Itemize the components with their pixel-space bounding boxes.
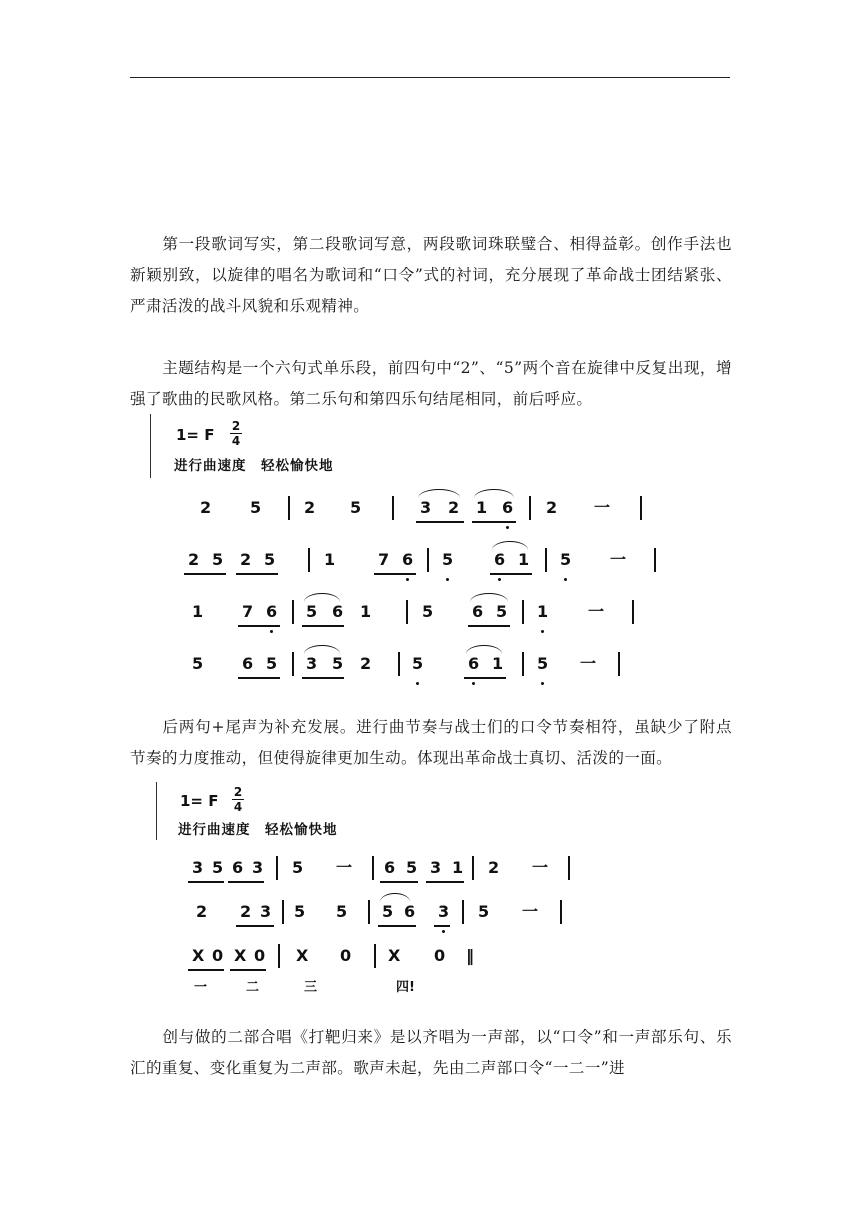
- note: 5: [292, 858, 304, 877]
- beam-underline: [374, 573, 416, 575]
- tempo-marking: 进行曲速度 轻松愉快地: [178, 822, 338, 838]
- bar-line: [472, 856, 474, 880]
- note: 5: [496, 602, 508, 621]
- note: 2: [360, 654, 372, 673]
- note: 6: [402, 550, 414, 569]
- music-score-1: [150, 414, 630, 698]
- octave-dot: [541, 630, 544, 633]
- octave-dot: [498, 578, 501, 581]
- octave-dot: [564, 578, 567, 581]
- note: 5: [294, 902, 306, 921]
- bar-line: [374, 944, 376, 968]
- beam-underline: [228, 881, 264, 883]
- note: 1: [452, 858, 464, 877]
- bar-line: [462, 900, 464, 924]
- paragraph-2: 主题结构是一个六句式单乐段，前四句中“2”、“5”两个音在旋律中反复出现，增强了歌曲的民歌风格。第二乐句和第四乐句结尾相同，前后呼应。: [130, 359, 732, 408]
- note: 6: [242, 654, 254, 673]
- bar-line: [308, 548, 310, 572]
- note: 2: [240, 550, 252, 569]
- bar-line: [568, 856, 570, 880]
- note: 2: [546, 498, 558, 517]
- note: 5: [442, 550, 454, 569]
- note: 2: [488, 858, 500, 877]
- note: 5: [212, 550, 224, 569]
- note: 1: [518, 550, 530, 569]
- note: 1: [324, 550, 336, 569]
- slur: [418, 489, 460, 498]
- note: 一: [532, 858, 549, 877]
- note: 2: [196, 902, 208, 921]
- note: 0: [434, 946, 446, 965]
- note: 6: [494, 550, 506, 569]
- note: 6: [472, 602, 484, 621]
- beam-underline: [464, 677, 506, 679]
- octave-dot: [270, 630, 273, 633]
- bar-line: [288, 496, 290, 520]
- octave-dot: [446, 578, 449, 581]
- time-signature: 2 4: [231, 419, 241, 448]
- note: 3: [420, 498, 432, 517]
- slur: [380, 893, 410, 902]
- note: 3: [252, 858, 264, 877]
- bar-line: [640, 496, 642, 520]
- key-signature: 1= F: [176, 426, 215, 444]
- note: 6: [404, 902, 416, 921]
- note: 5: [306, 602, 318, 621]
- beam-underline: [302, 677, 344, 679]
- note: 0: [254, 946, 266, 965]
- note: 2: [200, 498, 212, 517]
- note: 5: [537, 654, 549, 673]
- note: 1: [476, 498, 488, 517]
- note: 3: [438, 902, 450, 921]
- note: 5: [250, 498, 262, 517]
- slur: [474, 489, 514, 498]
- note: 5: [412, 654, 424, 673]
- note: X: [296, 946, 309, 965]
- beam-underline: [238, 677, 280, 679]
- tempo-marking: 进行曲速度 轻松愉快地: [174, 458, 334, 474]
- note: 2: [304, 498, 316, 517]
- slur: [492, 541, 528, 550]
- note: 6: [232, 858, 244, 877]
- bar-line: [529, 496, 531, 520]
- beam-underline: [236, 925, 274, 927]
- beam-underline: [434, 925, 450, 927]
- note: 5: [264, 550, 276, 569]
- paragraph-1: 第一段歌词写实，第二段歌词写意，两段歌词珠联璧合、相得益彰。创作手法也新颖别致，以旋律的唱名为歌词和“口令”式的衬词，充分展现了革命战士团结紧张、严肃活泼的战斗风貌和乐观精神。: [130, 235, 732, 315]
- paragraph-4: 创与做的二部合唱《打靶归来》是以齐唱为一声部，以“口令”和一声部乐句、乐汇的重复、变化重复为二声部。歌声未起，先由二声部口令“一二一”进: [130, 1028, 732, 1077]
- lyric-word: 二: [246, 980, 260, 995]
- bar-line: [392, 496, 394, 520]
- note: 1: [360, 602, 372, 621]
- note: 5: [336, 902, 348, 921]
- note: 6: [468, 654, 480, 673]
- note: 一: [588, 602, 605, 621]
- bar-line: [654, 548, 656, 572]
- slur: [466, 645, 502, 654]
- header-rule: [130, 77, 730, 78]
- time-signature: 2 4: [233, 785, 243, 814]
- beam-underline: [230, 969, 266, 971]
- note: 一: [580, 654, 597, 673]
- note: 7: [378, 550, 390, 569]
- note: X: [192, 946, 205, 965]
- note: 3: [192, 858, 204, 877]
- note: 5: [406, 858, 418, 877]
- score-row: [186, 946, 586, 976]
- slur: [304, 593, 340, 602]
- note: 1: [192, 602, 204, 621]
- note: 5: [478, 902, 490, 921]
- beam-underline: [490, 573, 532, 575]
- score-margin-line: [156, 782, 157, 840]
- note: 5: [212, 858, 224, 877]
- note: X: [234, 946, 247, 965]
- beam-underline: [184, 573, 226, 575]
- score-margin-line: [150, 414, 151, 478]
- score-row: [186, 858, 586, 888]
- bar-line: [545, 548, 547, 572]
- note: 6: [502, 498, 514, 517]
- note: 3: [260, 902, 272, 921]
- note: 3: [306, 654, 318, 673]
- note: 0: [212, 946, 224, 965]
- key-signature: 1= F: [180, 792, 219, 810]
- bar-line: [292, 600, 294, 624]
- note: 6: [384, 858, 396, 877]
- note: 2: [448, 498, 460, 517]
- score-row: [180, 498, 650, 528]
- note: 5: [266, 654, 278, 673]
- bar-line: [522, 600, 524, 624]
- octave-dot: [406, 578, 409, 581]
- music-score-2: [156, 782, 576, 1002]
- note: 1: [537, 602, 549, 621]
- slur: [304, 645, 340, 654]
- score-row: [180, 550, 650, 580]
- octave-dot: [472, 682, 475, 685]
- note: X: [388, 946, 401, 965]
- bar-line: [292, 652, 294, 676]
- note: 5: [350, 498, 362, 517]
- note: ‖: [466, 946, 474, 965]
- bar-line: [522, 652, 524, 676]
- bar-line: [398, 652, 400, 676]
- lyric-word: 一: [194, 980, 208, 995]
- bar-line: [427, 548, 429, 572]
- beam-underline: [380, 881, 418, 883]
- bar-line: [618, 652, 620, 676]
- note: 一: [594, 498, 611, 517]
- note: 7: [242, 602, 254, 621]
- slur: [470, 593, 508, 602]
- note: 2: [240, 902, 252, 921]
- note: 5: [332, 654, 344, 673]
- note: 5: [192, 654, 204, 673]
- octave-dot: [541, 682, 544, 685]
- note: 6: [332, 602, 344, 621]
- score-row: [180, 602, 650, 632]
- beam-underline: [472, 521, 516, 523]
- note: 一: [522, 902, 539, 921]
- score-row: [186, 902, 586, 932]
- note: 3: [430, 858, 442, 877]
- beam-underline: [426, 881, 464, 883]
- bar-line: [560, 900, 562, 924]
- note: 一: [610, 550, 627, 569]
- score-row: [180, 654, 650, 684]
- beam-underline: [416, 521, 464, 523]
- octave-dot: [442, 930, 445, 933]
- note: 2: [188, 550, 200, 569]
- lyric-word: 三: [304, 980, 318, 995]
- beam-underline: [378, 925, 416, 927]
- note: 5: [560, 550, 572, 569]
- lyric-word: 四!: [396, 980, 415, 995]
- beam-underline: [236, 573, 278, 575]
- note: 一: [336, 858, 353, 877]
- bar-line: [406, 600, 408, 624]
- note: 5: [382, 902, 394, 921]
- note: 5: [422, 602, 434, 621]
- bar-line: [372, 856, 374, 880]
- octave-dot: [416, 682, 419, 685]
- bar-line: [632, 600, 634, 624]
- note: 6: [266, 602, 278, 621]
- beam-underline: [238, 625, 280, 627]
- paragraph-3: 后两句+尾声为补充发展。进行曲节奏与战士们的口令节奏相符，虽缺少了附点节奏的力度推动，但使得旋律更加生动。体现出革命战士真切、活泼的一面。: [130, 718, 732, 767]
- bar-line: [276, 856, 278, 880]
- bar-line: [278, 944, 280, 968]
- bar-line: [282, 900, 284, 924]
- note: 0: [340, 946, 352, 965]
- octave-dot: [506, 526, 509, 529]
- beam-underline: [302, 625, 344, 627]
- beam-underline: [188, 969, 224, 971]
- bar-line: [368, 900, 370, 924]
- beam-underline: [468, 625, 510, 627]
- note: 1: [492, 654, 504, 673]
- beam-underline: [188, 881, 224, 883]
